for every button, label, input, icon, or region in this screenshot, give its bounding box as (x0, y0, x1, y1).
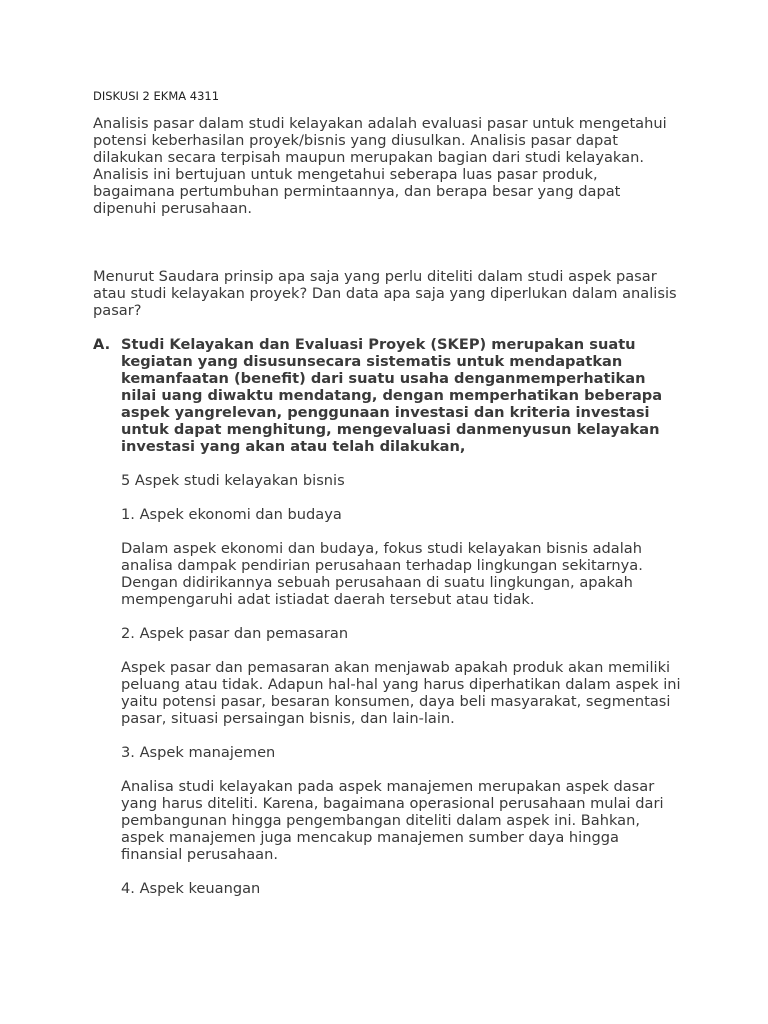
aspect-3-heading: 3. Aspek manajemen (121, 744, 276, 761)
aspect-3-body: Analisa studi kelayakan pada aspek manajemen merupakan aspek dasar yang harus diteliti. Karena, bagaimana operasional perusahaan mulai dari pembangunan hingga pengembangan diteliti dalam aspek ini. Bahkan, aspek manajemen juga mencakup manajemen sumber daya hingga finansial perusahaan. (121, 778, 664, 863)
aspect-2-heading: 2. Aspek pasar dan pemasaran (121, 625, 349, 642)
aspects-heading: 5 Aspek studi kelayakan bisnis (121, 472, 345, 489)
answer-list-item (93, 336, 683, 914)
aspect-1-body: Dalam aspek ekonomi dan budaya, fokus studi kelayakan bisnis adalah analisa dampak pendirian perusahaan terhadap lingkungan sekitarnya. Dengan didirikannya sebuah perusahaan di suatu lingkungan, apakah mempengaruhi adat istiadat daerah tersebut atau tidak. (121, 540, 643, 608)
blank-space (93, 217, 683, 268)
intro-paragraph: Analisis pasar dalam studi kelayakan adalah evaluasi pasar untuk mengetahui potensi keberhasilan proyek/bisnis yang diusulkan. Analisis pasar dapat dilakukan secara terpisah maupun merupakan bagian dari studi kelayakan. Analisis ini bertujuan untuk mengetahui seberapa luas pasar produk, bagaimana pertumbuhan permintaannya, dan berapa besar yang dapat dipenuhi perusahaan. (93, 115, 667, 217)
aspect-4-heading: 4. Aspek keuangan (121, 880, 261, 897)
aspect-1-heading: 1. Aspek ekonomi dan budaya (121, 506, 342, 523)
document-title: DISKUSI 2 EKMA 4311 (93, 89, 220, 103)
document-page (93, 88, 683, 914)
list-marker: A. (93, 336, 111, 353)
answer-body (121, 336, 683, 914)
aspect-2-body: Aspek pasar dan pemasaran akan menjawab apakah produk akan memiliki peluang atau tidak. Adapun hal-hal yang harus diperhatikan dalam aspek ini yaitu potensi pasar, besaran konsumen, daya beli masyarakat, segmentasi pasar, situasi persaingan bisnis, dan lain-lain. (121, 659, 681, 727)
question-paragraph: Menurut Saudara prinsip apa saja yang perlu diteliti dalam studi aspek pasar atau studi kelayakan proyek? Dan data apa saja yang diperlukan dalam analisis pasar? (93, 268, 677, 319)
skep-definition: Studi Kelayakan dan Evaluasi Proyek (SKEP) merupakan suatu kegiatan yang disusunsecara sistematis untuk mendapatkan kemanfaatan (benefit) dari suatu usaha denganmemperhatikan nilai uang diwaktu mendatang, dengan memperhatikan beberapa aspek yangrelevan, penggunaan investasi dan kriteria investasi untuk dapat menghitung, mengevaluasi danmenyusun kelayakan investasi yang akan atau telah dilakukan, (121, 336, 663, 455)
